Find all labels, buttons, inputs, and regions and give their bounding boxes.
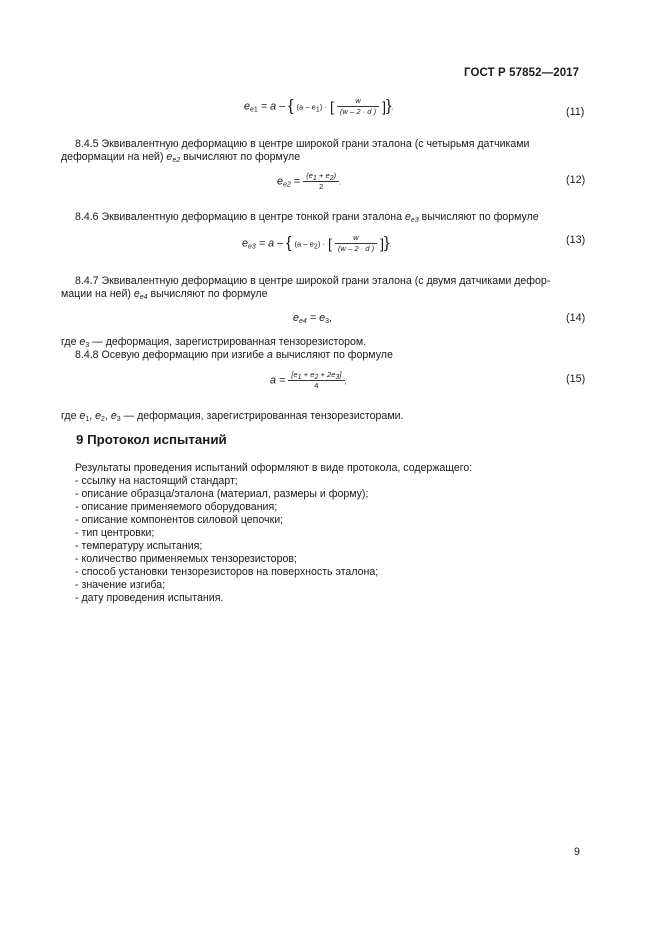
equation-11: $e_{e1} = a$ – { $(a - e_1)$ · [ $\frac{w}{(w - 2 \cdot d )}$ ]}. xyxy=(244,96,394,116)
paragraph-8-4-8: 8.4.8 Осевую деформацию при изгибе a вычисляют по формуле xyxy=(75,349,393,361)
list-item: - описание применяемого оборудования; xyxy=(75,501,278,513)
where-clause-1: где $e_3$ — деформация, зарегистрированная тензорезистором. xyxy=(61,336,367,349)
list-item: - значение изгиба; xyxy=(75,579,166,591)
fraction: $\frac{[e_1 + e_2 + 2e_3]}{4}$ xyxy=(288,370,344,391)
fraction: $\frac{w}{(w - 2 \cdot d )}$ xyxy=(335,233,377,254)
paragraph-8-4-6: 8.4.6 Эквивалентную деформацию в центре тонкой грани эталона $e_{e3}$ вычисляют по формуле xyxy=(75,211,539,224)
list-item: - ссылку на настоящий стандарт; xyxy=(75,475,238,487)
fraction: $\frac{w}{(w - 2 \cdot d )}$ xyxy=(337,96,379,117)
where-clause-2: где $e_1$, $e_2$, $e_3$ — деформация, зарегистрированная тензорезисторами. xyxy=(61,410,404,423)
paragraph-8-4-7-line2: мации на ней) $e_{e4}$ вычисляют по формуле xyxy=(61,288,268,301)
section-intro: Результаты проведения испытаний оформляют в виде протокола, содержащего: xyxy=(75,462,473,474)
list-item: - количество применяемых тензорезисторов; xyxy=(75,553,297,565)
list-item: - дату проведения испытания. xyxy=(75,592,224,604)
equation-12: $e_{e2}$ = $\frac{(e_1 + e_2)}{2}$ . xyxy=(277,171,342,191)
equation-number: (13) xyxy=(566,234,586,246)
equation-14: $e_{e4} = e_3$, xyxy=(293,312,333,325)
equation-number: (15) xyxy=(566,373,586,385)
page-number: 9 xyxy=(574,846,580,858)
equation-number: (11) xyxy=(566,106,585,118)
equation-number: (12) xyxy=(566,174,586,186)
list-item: - описание образца/эталона (материал, размеры и форму); xyxy=(75,488,369,500)
equation-15: a = $\frac{[e_1 + e_2 + 2e_3]}{4}$ , xyxy=(270,370,347,390)
paragraph-8-4-5-line1: 8.4.5 Эквивалентную деформацию в центре широкой грани эталона (с четырьмя датчиками xyxy=(75,138,530,150)
list-item: - описание компонентов силовой цепочки; xyxy=(75,514,284,526)
list-item: - тип центровки; xyxy=(75,527,155,539)
paragraph-8-4-5-line2: деформации на ней) $e_{e2}$ вычисляют по формуле xyxy=(61,151,301,164)
section-heading: 9 Протокол испытаний xyxy=(76,432,227,447)
equation-13: $e_{e3} = a$ – { $(a - e_2)$ · [ $\frac{w}{(w - 2 \cdot d )}$ ]}. xyxy=(242,233,392,253)
paragraph-8-4-7-line1: 8.4.7 Эквивалентную деформацию в центре широкой грани эталона (с двумя датчиками дефор- xyxy=(75,275,551,287)
standard-header: ГОСТ Р 57852—2017 xyxy=(464,67,580,79)
list-item: - температуру испытания; xyxy=(75,540,203,552)
equation-number: (14) xyxy=(566,312,586,324)
list-item: - способ установки тензорезисторов на поверхность эталона; xyxy=(75,566,379,578)
fraction: $\frac{(e_1 + e_2)}{2}$ xyxy=(303,171,339,192)
